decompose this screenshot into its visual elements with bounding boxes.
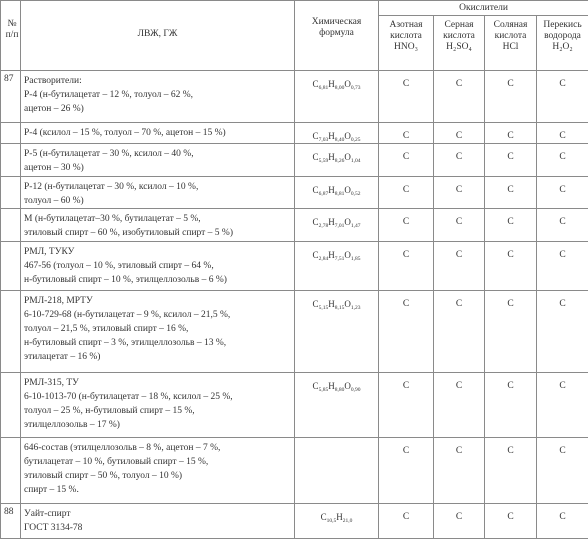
formula-subscript: 0,90 xyxy=(351,387,361,393)
compatibility-cell: С xyxy=(434,123,485,144)
substance-description xyxy=(21,144,295,177)
description-line: Р-12 (н-бутилацетат – 30 %, ксилол – 10 %, xyxy=(24,180,294,194)
row-number xyxy=(1,144,21,177)
formula-subscript: 2,84 xyxy=(319,256,329,262)
formula-subscript: 2,78 xyxy=(319,223,329,229)
ox-line: кислота xyxy=(434,31,484,42)
substance-description xyxy=(21,177,295,209)
compatibility-cell: С xyxy=(485,144,537,177)
chemical-formula xyxy=(295,242,379,291)
substance-description xyxy=(21,504,295,539)
description-line: Р-4 (ксилол – 15 %, толуол – 70 %, ацетон – 15 %) xyxy=(24,126,294,140)
chemical-formula xyxy=(295,291,379,373)
table-row xyxy=(1,291,588,373)
compatibility-cell: С xyxy=(485,438,537,504)
header-ox-nitric xyxy=(379,16,434,71)
description-line: н-бутиловый спирт – 3 %, этилцеллозольв – 13 %, xyxy=(24,336,294,350)
formula-subscript: 0,25 xyxy=(351,137,361,143)
header-formula xyxy=(295,1,379,71)
description-line: РМЛ-218, МРТУ xyxy=(24,294,294,308)
ox-line: водорода xyxy=(537,31,588,42)
formula-element: O xyxy=(344,299,351,309)
header-num-line: № xyxy=(4,19,20,30)
compatibility-cell: С xyxy=(379,504,434,539)
formula-subscript: 8,81 xyxy=(335,191,345,197)
chemical-formula xyxy=(295,123,379,144)
formula-element: O xyxy=(344,217,351,227)
compatibility-cell: С xyxy=(485,71,537,123)
description-line: н-бутиловый спирт – 10 %, этилцеллозольв – 6 %) xyxy=(24,273,294,287)
formula-element: C xyxy=(313,79,319,89)
chemical-formula xyxy=(295,373,379,438)
row-number xyxy=(1,438,21,504)
formula-element: H xyxy=(328,185,335,195)
formula-element: O xyxy=(344,185,351,195)
formula-element: H xyxy=(328,152,335,162)
chemical-formula xyxy=(295,209,379,242)
description-line: толуол – 21,5 %, этиловый спирт – 16 %, xyxy=(24,322,294,336)
description-line: ацетон – 26 %) xyxy=(24,102,294,116)
description-line: ацетон – 30 %) xyxy=(24,161,294,175)
compatibility-cell: С xyxy=(537,242,588,291)
compatibility-cell: С xyxy=(485,373,537,438)
compatibility-cell: С xyxy=(379,144,434,177)
description-line: Растворители: xyxy=(24,74,294,88)
formula-element: O xyxy=(344,79,351,89)
compatibility-cell: С xyxy=(434,504,485,539)
chemical-formula xyxy=(295,144,379,177)
row-number xyxy=(1,242,21,291)
compatibility-cell: С xyxy=(379,123,434,144)
compatibility-cell: С xyxy=(379,71,434,123)
formula-subscript: 21,0 xyxy=(343,518,353,524)
formula-element: H xyxy=(328,250,335,260)
description-line: бутилацетат – 10 %, бутиловый спирт – 15 %, xyxy=(24,455,294,469)
compatibility-cell: С xyxy=(537,291,588,373)
ox-line: Перекись xyxy=(537,20,588,31)
substance-description xyxy=(21,291,295,373)
compatibility-cell: С xyxy=(485,177,537,209)
header-name-text: ЛВЖ, ГЖ xyxy=(138,29,178,39)
compatibility-cell: С xyxy=(537,144,588,177)
description-line: М (н-бутилацетат–30 %, бутилацетат – 5 %, xyxy=(24,212,294,226)
ox-line: Азотная xyxy=(379,20,433,31)
substance-description xyxy=(21,71,295,123)
chemical-formula xyxy=(295,438,379,504)
description-line: 6-10-729-68 (н-бутилацетат – 9 %, ксилол – 21,5 %, xyxy=(24,308,294,322)
compatibility-cell: С xyxy=(434,144,485,177)
description-line: этилацетат – 16 %) xyxy=(24,350,294,364)
header-ox-sulfuric xyxy=(434,16,485,71)
ox-line: кислота xyxy=(379,31,433,42)
substance-description xyxy=(21,123,295,144)
formula-element: O xyxy=(344,152,351,162)
ox-line: Соляная xyxy=(485,20,536,31)
compatibility-cell: С xyxy=(537,71,588,123)
compatibility-cell: С xyxy=(434,209,485,242)
compatibility-cell: С xyxy=(379,438,434,504)
header-formula-line: Химическая xyxy=(295,17,378,28)
row-number: 87 xyxy=(1,71,21,123)
compatibility-cell: С xyxy=(537,209,588,242)
formula-element: H xyxy=(336,512,343,522)
formula-subscript: 5,15 xyxy=(319,305,329,311)
description-line: этиловый спирт – 50 %, толуол – 10 %) xyxy=(24,469,294,483)
formula-element: C xyxy=(313,152,319,162)
formula-subscript: 5,85 xyxy=(319,387,329,393)
description-line: спирт – 15 %. xyxy=(24,483,294,497)
compatibility-cell: С xyxy=(434,177,485,209)
formula-subscript: 6,87 xyxy=(319,191,329,197)
chemical-formula xyxy=(295,177,379,209)
description-line: ГОСТ 3134-78 xyxy=(24,521,294,535)
formula-element: H xyxy=(328,299,335,309)
ox-line: HNO₃ xyxy=(379,42,433,53)
header-ox-peroxide xyxy=(537,16,588,71)
description-line: этилцеллозольв – 17 %) xyxy=(24,418,294,432)
table-row xyxy=(1,144,588,177)
compatibility-cell: С xyxy=(379,242,434,291)
table-row xyxy=(1,71,588,123)
substance-description xyxy=(21,373,295,438)
row-number xyxy=(1,177,21,209)
table-row xyxy=(1,242,588,291)
row-number xyxy=(1,373,21,438)
substance-description xyxy=(21,242,295,291)
description-line: толуол – 25 %, н-бутиловый спирт – 15 %, xyxy=(24,404,294,418)
formula-element: C xyxy=(313,250,319,260)
row-number: 88 xyxy=(1,504,21,539)
ox-line: кислота xyxy=(485,31,536,42)
formula-element: C xyxy=(313,217,319,227)
formula-subscript: 7,03 xyxy=(319,137,329,143)
table-row xyxy=(1,123,588,144)
formula-element: C xyxy=(321,512,327,522)
header-formula-line: формула xyxy=(295,28,378,39)
compatibility-cell: С xyxy=(379,373,434,438)
formula-subscript: 0,73 xyxy=(351,85,361,91)
ox-line: H₂SO₄ xyxy=(434,42,484,53)
formula-subscript: 8,00 xyxy=(335,85,345,91)
header-oxidizers xyxy=(379,1,588,16)
row-number xyxy=(1,291,21,373)
header-oxidizers-text: Окислители xyxy=(459,3,508,13)
substance-description xyxy=(21,209,295,242)
formula-subscript: 8,15 xyxy=(335,305,345,311)
compatibility-cell: С xyxy=(485,242,537,291)
description-line: толуол – 60 %) xyxy=(24,194,294,208)
compatibility-cell: С xyxy=(434,71,485,123)
formula-subscript: 1,23 xyxy=(351,305,361,311)
formula-element: C xyxy=(313,185,319,195)
header-ox-hydrochloric xyxy=(485,16,537,71)
description-line: этиловый спирт – 60 %, изобутиловый спирт – 5 %) xyxy=(24,226,294,240)
header-name xyxy=(21,1,295,71)
compatibility-cell: С xyxy=(434,438,485,504)
compatibility-cell: С xyxy=(537,504,588,539)
formula-subscript: 1,47 xyxy=(351,223,361,229)
formula-element: H xyxy=(328,217,335,227)
table-row xyxy=(1,504,588,539)
compatibility-cell: С xyxy=(434,242,485,291)
formula-element: O xyxy=(344,250,351,260)
formula-subscript: 8,40 xyxy=(335,137,345,143)
header-num xyxy=(1,1,21,71)
formula-element: O xyxy=(344,131,351,141)
table-row xyxy=(1,209,588,242)
description-line: Уайт-спирт xyxy=(24,507,294,521)
compatibility-cell: С xyxy=(379,291,434,373)
formula-subscript: 1,04 xyxy=(351,158,361,164)
compatibility-cell: С xyxy=(485,291,537,373)
compatibility-cell: С xyxy=(537,123,588,144)
compatibility-cell: С xyxy=(434,291,485,373)
description-line: 467-56 (толуол – 10 %, этиловый спирт – 64 %, xyxy=(24,259,294,273)
ox-line: Серная xyxy=(434,20,484,31)
formula-element: O xyxy=(344,381,351,391)
formula-subscript: 7,01 xyxy=(335,223,345,229)
description-line: Р-5 (н-бутилацетат – 30 %, ксилол – 40 %, xyxy=(24,147,294,161)
chemical-formula xyxy=(295,504,379,539)
compatibility-cell: С xyxy=(379,209,434,242)
formula-subscript: 10,5 xyxy=(327,518,337,524)
formula-subscript: 1,85 xyxy=(351,256,361,262)
formula-subscript: 8,26 xyxy=(335,158,345,164)
table-body xyxy=(1,71,588,539)
formula-element: H xyxy=(328,79,335,89)
description-line: 6-10-1013-70 (н-бутилацетат – 18 %, ксилол – 25 %, xyxy=(24,390,294,404)
compatibility-cell: С xyxy=(379,177,434,209)
ox-line: HCl xyxy=(485,42,536,53)
description-line: 646-состав (этилцеллозольв – 8 %, ацетон – 7 %, xyxy=(24,441,294,455)
ox-line: H₂O₂ xyxy=(537,42,588,53)
compatibility-cell: С xyxy=(434,373,485,438)
formula-subscript: 5,59 xyxy=(319,158,329,164)
description-line: РМЛ, ТУКУ xyxy=(24,245,294,259)
compatibility-cell: С xyxy=(537,373,588,438)
description-line: РМЛ-315, ТУ xyxy=(24,376,294,390)
chemical-formula xyxy=(295,71,379,123)
row-number xyxy=(1,123,21,144)
formula-subscript: 6,81 xyxy=(319,85,329,91)
substance-description xyxy=(21,438,295,504)
formula-subscript: 7,51 xyxy=(335,256,345,262)
formula-subscript: 8,80 xyxy=(335,387,345,393)
formula-subscript: 0,52 xyxy=(351,191,361,197)
table-row xyxy=(1,373,588,438)
row-number xyxy=(1,209,21,242)
header-num-line: п/п xyxy=(4,30,20,41)
formula-element: C xyxy=(313,131,319,141)
formula-element: C xyxy=(313,381,319,391)
compatibility-cell: С xyxy=(485,504,537,539)
formula-element: H xyxy=(328,381,335,391)
compatibility-cell: С xyxy=(537,438,588,504)
compatibility-cell: С xyxy=(485,123,537,144)
compatibility-cell: С xyxy=(485,209,537,242)
description-line: Р-4 (н-бутилацетат – 12 %, толуол – 62 %, xyxy=(24,88,294,102)
table-row xyxy=(1,177,588,209)
table-row xyxy=(1,438,588,504)
formula-element: H xyxy=(328,131,335,141)
compatibility-cell: С xyxy=(537,177,588,209)
formula-element: C xyxy=(313,299,319,309)
